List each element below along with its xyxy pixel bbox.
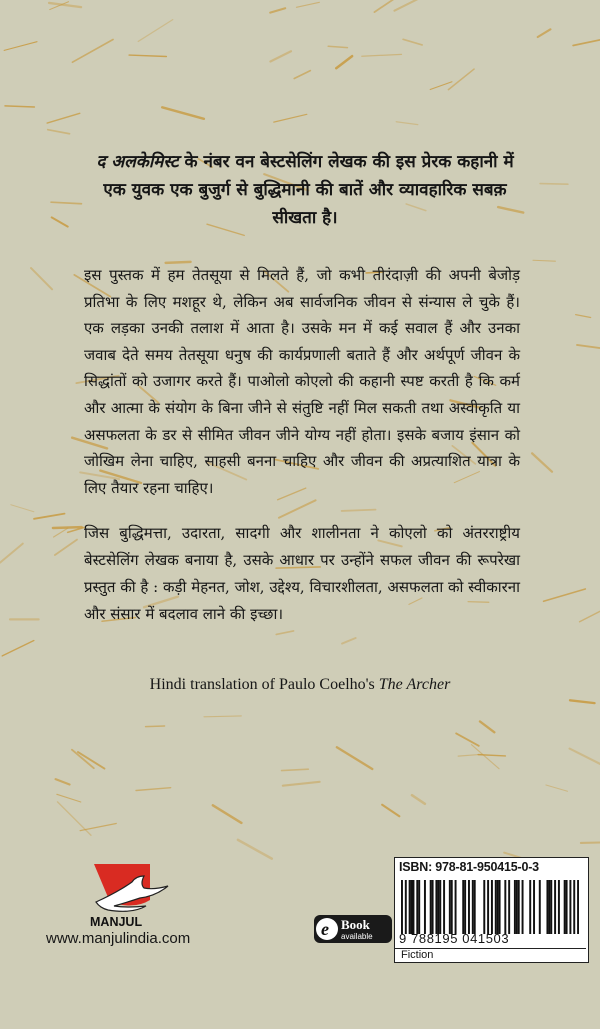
brush-stroke [573, 40, 600, 46]
brush-stroke [276, 631, 293, 635]
publisher-website[interactable]: www.manjulindia.com [46, 930, 191, 947]
barcode-bar [401, 880, 403, 934]
barcode-bar [495, 880, 497, 934]
brush-stroke [57, 794, 81, 802]
intro-statement [90, 148, 520, 232]
ebook-available-badge [313, 914, 393, 944]
brush-stroke [570, 700, 595, 703]
barcode-bar [529, 880, 531, 934]
brush-stroke [480, 721, 494, 732]
brush-stroke [382, 805, 399, 816]
brush-stroke [274, 114, 307, 122]
brush-stroke [80, 823, 116, 830]
barcode-bar [577, 880, 579, 934]
brush-stroke [294, 71, 310, 79]
barcode-bar [504, 880, 506, 934]
brush-stroke [412, 795, 425, 804]
brush-stroke [4, 42, 37, 51]
logo-wordmark: MANJUL [90, 915, 143, 929]
brush-stroke [540, 184, 568, 185]
brush-stroke [72, 39, 113, 62]
brush-stroke [204, 716, 241, 717]
barcode-bar [418, 880, 420, 934]
brush-stroke [146, 726, 165, 727]
barcode-bar [516, 880, 518, 934]
brush-stroke [129, 55, 166, 56]
brush-stroke [337, 747, 372, 769]
brush-stroke [51, 202, 81, 204]
brush-stroke [533, 260, 555, 261]
brush-stroke [270, 51, 291, 61]
barcode-bar [443, 880, 445, 934]
brush-stroke [282, 769, 309, 770]
brush-stroke [328, 46, 347, 47]
barcode-bar [550, 880, 552, 934]
intro-text: के नंबर वन बेस्टसेलिंग लेखक की इस प्रेरक कहानी में एक युवक एक बुजुर्ग से बुद्धिमानी की बातें और व्यावहारिक सबक़ सीखता है। [103, 152, 514, 228]
barcode-bar [522, 880, 524, 934]
brush-stroke [577, 345, 600, 348]
brush-stroke [570, 749, 600, 769]
brush-stroke [0, 544, 23, 563]
barcode-bar [409, 880, 411, 934]
barcode-bar [539, 880, 541, 934]
brush-stroke [532, 453, 552, 471]
brush-stroke [136, 788, 171, 791]
barcode-bar [451, 880, 453, 934]
barcode-bar [464, 880, 466, 934]
barcode-bar [474, 880, 476, 934]
barcode-bar [566, 880, 568, 934]
barcode-digits: 9 788195 041503 [399, 931, 510, 946]
barcode-bar [546, 880, 548, 934]
brush-stroke [403, 39, 422, 45]
brush-stroke [430, 82, 452, 90]
genre-row [395, 948, 586, 963]
barcode-bar [430, 880, 432, 934]
genre-label: Fiction [401, 949, 434, 961]
barcode-bar [455, 880, 457, 934]
brush-stroke [238, 840, 272, 859]
brush-stroke [34, 514, 64, 519]
brush-stroke [56, 779, 70, 784]
archer-title: The Archer [378, 676, 451, 693]
manjul-logo [88, 862, 170, 932]
barcode-bar [499, 880, 501, 934]
brush-stroke [54, 528, 68, 537]
brush-stroke [342, 638, 356, 644]
brush-stroke [138, 20, 173, 42]
brush-stroke [162, 107, 204, 118]
barcode-bar [548, 880, 550, 934]
barcode-bar [491, 880, 493, 934]
barcode-bar [437, 880, 439, 934]
brush-stroke [55, 540, 77, 555]
barcode-bars [401, 880, 579, 934]
barcode-bar [497, 880, 499, 934]
brush-stroke [362, 54, 402, 56]
brush-stroke [546, 785, 568, 791]
brush-stroke [394, 0, 422, 11]
ebook-word: Book [341, 917, 370, 932]
brush-stroke [576, 315, 591, 318]
brush-stroke [538, 29, 551, 37]
barcode-bar [514, 880, 516, 934]
barcode-bar [435, 880, 437, 934]
brush-stroke [342, 510, 376, 511]
description-paragraph-1: इस पुस्तक में हम तेतसूया से मिलते हैं, जो कभी तीरंदाज़ी की अपनी बेजोड़ प्रतिभा के लिए मशहूर थे, लेकिन अब सार्वजनिक जीवन से संन्यास ले चुके हैं। एक लड़का उनकी तलाश में आता है। उसके मन में कई सवाल हैं और उनका जवाब देते समय तेतसूया धनुष की कार्यप्रणाली बताते हैं और अर्थपूर्ण जीवन के सिद्धांतों को उजागर करते हैं। पाओलो कोएलो की कहानी स्पष्ट करती है कि कर्म और आत्मा के संयोग के बिना जीने से संतुष्टि नहीं मिल सकती तथा अस्वीकृति या असफलता के डर से सीमित जीवन जीने योग्य नहीं होता। इसके बजाय इंसान को जोखिम लेना चाहिए, साहसी बनना चाहिए और जीवन की अप्रत्याशित यात्रा के लिए तैयार रहना चाहिए। [84, 266, 520, 497]
brush-stroke [396, 122, 418, 125]
barcode-block [394, 857, 589, 963]
barcode-bar [439, 880, 441, 934]
translation-note-prefix: Hindi translation of Paulo Coelho's [149, 676, 379, 693]
brush-stroke [581, 842, 600, 843]
barcode-bar [554, 880, 556, 934]
barcode-bar [468, 880, 470, 934]
alchemist-title: द अलकेमिस्ट [96, 152, 179, 172]
barcode-bar [472, 880, 474, 934]
brush-stroke [296, 2, 319, 7]
barcode-bar [508, 880, 510, 934]
ebook-available-text: available [341, 932, 373, 941]
translation-note [0, 676, 600, 694]
barcode-bar [573, 880, 575, 934]
barcode-bar [487, 880, 489, 934]
brush-stroke [58, 802, 91, 835]
barcode-bar [424, 880, 426, 934]
barcode-bar [483, 880, 485, 934]
brush-stroke [580, 601, 600, 622]
barcode-bar [462, 880, 464, 934]
brush-stroke [472, 745, 500, 769]
brush-stroke [336, 56, 352, 68]
barcode-bar [432, 880, 434, 934]
brush-stroke [283, 782, 320, 786]
barcode-bar [412, 880, 414, 934]
brush-stroke [11, 505, 34, 512]
barcode-bar [564, 880, 566, 934]
brush-stroke [448, 69, 474, 90]
brush-stroke [47, 113, 80, 123]
brush-stroke [2, 641, 34, 656]
barcode-bar [518, 880, 520, 934]
brush-stroke [5, 106, 34, 107]
brush-stroke [270, 8, 285, 12]
barcode-bar [405, 880, 407, 934]
brush-stroke [544, 589, 586, 601]
brush-stroke [52, 217, 68, 226]
brush-stroke [456, 733, 479, 745]
barcode-bar [449, 880, 451, 934]
ebook-letter: e [321, 919, 329, 939]
barcode-bar [569, 880, 571, 934]
isbn-label: ISBN: 978-81-950415-0-3 [399, 860, 539, 874]
brush-stroke [48, 130, 70, 134]
brush-stroke [213, 805, 242, 823]
barcode-bar [533, 880, 535, 934]
barcode-bar [411, 880, 413, 934]
description-paragraph-2: जिस बुद्धिमत्ता, उदारता, सादगी और शालीनता ने कोएलो को अंतरराष्ट्रीय बेस्टसेलिंग लेखक बनाया है, उसके आधार पर उन्होंने सफल जीवन की रूपरेखा प्रस्तुत की है : कड़ी मेहनत, जोश, उद्देश्य, विचारशीलता, असफलता को स्वीकारना और संसार में बदलाव लाने की इच्छा। [84, 524, 520, 623]
barcode-bar [558, 880, 560, 934]
barcode-bar [416, 880, 418, 934]
brush-stroke [31, 268, 52, 289]
brush-stroke [279, 500, 316, 517]
